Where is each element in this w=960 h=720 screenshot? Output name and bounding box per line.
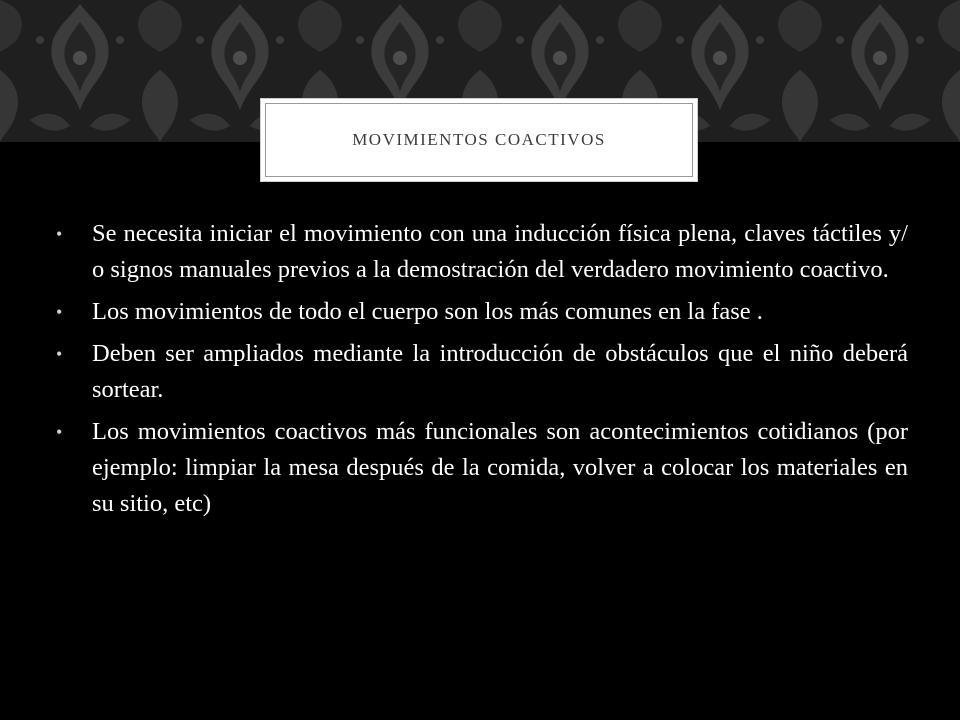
bullet-icon: •	[56, 422, 63, 442]
slide-title: MOVIMIENTOS COACTIVOS	[352, 130, 606, 149]
bullet-text: Los movimientos coactivos más funcionales son acontecimientos cotidianos (por ejemplo: limpiar la mesa después de la comida, volver a colocar los materiales en su sitio, etc)	[92, 418, 908, 517]
bullet-icon: •	[56, 302, 63, 322]
title-box	[260, 98, 698, 182]
bullet-text: Deben ser ampliados mediante la introducción de obstáculos que el niño deberá sortear.	[92, 340, 908, 403]
bullet-list	[56, 216, 908, 528]
bullet-item	[56, 414, 908, 522]
bullet-icon: •	[56, 224, 63, 244]
bullet-icon: •	[56, 344, 63, 364]
bullet-item	[56, 336, 908, 408]
bullet-text: Se necesita iniciar el movimiento con una inducción física plena, claves táctiles y/ o signos manuales previos a la demostración del verdadero movimiento coactivo.	[92, 220, 908, 283]
bullet-text: Los movimientos de todo el cuerpo son los más comunes en la fase .	[92, 298, 763, 325]
bullet-item	[56, 216, 908, 288]
bullet-item	[56, 294, 908, 330]
